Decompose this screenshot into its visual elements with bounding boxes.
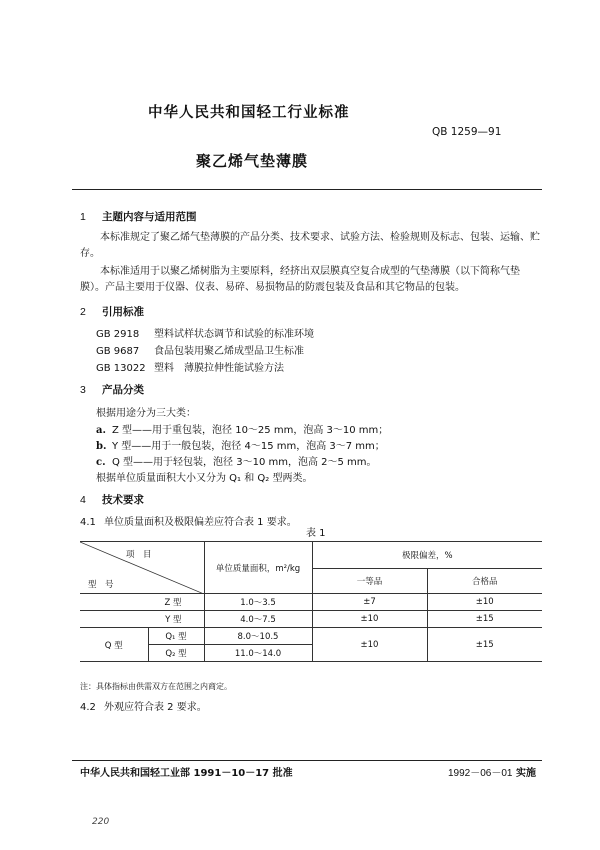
section-number: 2 [80, 306, 86, 318]
section-number: 3 [80, 384, 86, 396]
standard-number: QB 1259—91 [432, 126, 502, 138]
classification-closing: 根据单位质量面积大小又分为 Q₁ 和 Q₂ 型两类。 [96, 473, 313, 484]
approval-line: 中华人民共和国轻工业部 1991－10－17 批准 [80, 768, 293, 779]
reference-code: GB 2918 [96, 329, 140, 340]
section-title: 主题内容与适用范围 [102, 211, 197, 223]
section-2-heading [80, 304, 144, 319]
reference-item [96, 342, 304, 357]
header-deviation: 极限偏差，% [312, 542, 542, 569]
table-caption: 表 1 [306, 528, 326, 539]
section-1-paragraph-2: 本标准适用于以聚乙烯树脂为主要原料，经挤出双层膜真空复合成型的气垫薄膜（以下简称气垫膜）。产品主要用于仪器、仪表、易碎、易损物品的防震包装及食品和其它物品的包装。 [80, 266, 520, 293]
clause-text: 外观应符合表 2 要求。 [104, 702, 207, 713]
item-letter: a. [96, 425, 106, 436]
section-1-paragraph-1: 本标准规定了聚乙烯气垫薄膜的产品分类、技术要求、试验方法、检验规则及标志、包装、运输、贮存。 [80, 232, 540, 259]
row-first: ±10 [312, 628, 427, 662]
item-text: Y 型——用于一般包装，泡径 4～15 mm，泡高 3～7 mm； [112, 441, 385, 452]
row-type: Z 型 [80, 594, 204, 611]
reference-name: 塑料 薄膜拉伸性能试验方法 [154, 363, 284, 374]
corner-label-item: 项 目 [126, 550, 152, 560]
row-area: 8.0～10.5 [204, 628, 312, 645]
header-pass-grade: 合格品 [427, 569, 542, 594]
classification-intro: 根据用途分为三大类： [96, 408, 196, 419]
item-letter: b. [96, 441, 107, 452]
row-subtype: Q₁ 型 [148, 628, 204, 645]
row-area: 11.0～14.0 [204, 645, 312, 662]
classification-item [96, 437, 385, 452]
clause-4-1 [80, 513, 297, 528]
classification-item [96, 421, 388, 436]
reference-name: 塑料试样状态调节和试验的标准环境 [154, 329, 314, 340]
table-corner-cell [80, 542, 204, 594]
page-number: 220 [92, 817, 110, 827]
row-type: Y 型 [80, 611, 204, 628]
reference-item [96, 359, 284, 374]
header-rule [72, 189, 542, 190]
table-note: 注：具体指标由供需双方在范围之内商定。 [80, 682, 232, 691]
section-1-heading [80, 209, 197, 224]
implementation-line [448, 764, 536, 779]
item-text: Q 型——用于轻包装，泡径 3～10 mm，泡高 2～5 mm。 [112, 457, 377, 468]
corner-label-type: 型 号 [88, 580, 114, 590]
row-subtype: Q₂ 型 [148, 645, 204, 662]
reference-name: 食品包装用聚乙烯成型品卫生标准 [154, 346, 304, 357]
table-1 [80, 541, 542, 662]
row-pass: ±15 [427, 611, 542, 628]
row-pass: ±15 [427, 628, 542, 662]
classification-item [96, 453, 377, 468]
header-area: 单位质量面积，m²/kg [204, 542, 312, 594]
row-first: ±7 [312, 594, 427, 611]
section-title: 引用标准 [102, 306, 144, 318]
table-row [80, 628, 542, 645]
clause-number: 4.2 [80, 702, 96, 713]
clause-number: 4.1 [80, 517, 96, 528]
section-3-heading [80, 382, 144, 397]
table-row [80, 594, 542, 611]
row-first: ±10 [312, 611, 427, 628]
header-first-grade: 一等品 [312, 569, 427, 594]
reference-item [96, 325, 314, 340]
section-4-heading [80, 492, 144, 507]
implementation-date: 1992－06－01 [448, 768, 513, 779]
document-title: 聚乙烯气垫薄膜 [196, 152, 309, 170]
row-area: 1.0～3.5 [204, 594, 312, 611]
reference-code: GB 13022 [96, 363, 146, 374]
section-number: 1 [80, 211, 86, 223]
row-pass: ±10 [427, 594, 542, 611]
clause-4-2 [80, 698, 207, 713]
item-text: Z 型——用于重包装，泡径 10～25 mm，泡高 3～10 mm； [112, 425, 389, 436]
item-letter: c. [96, 457, 106, 468]
implementation-label: 实施 [515, 768, 536, 779]
section-title: 产品分类 [102, 384, 144, 396]
footer-rule [72, 760, 542, 761]
section-title: 技术要求 [102, 494, 144, 506]
table-row [80, 611, 542, 628]
section-number: 4 [80, 494, 86, 506]
reference-code: GB 9687 [96, 346, 140, 357]
row-type: Q 型 [80, 628, 148, 662]
clause-text: 单位质量面积及极限偏差应符合表 1 要求。 [104, 517, 297, 528]
industry-standard-title: 中华人民共和国轻工行业标准 [148, 105, 350, 121]
row-area: 4.0～7.5 [204, 611, 312, 628]
